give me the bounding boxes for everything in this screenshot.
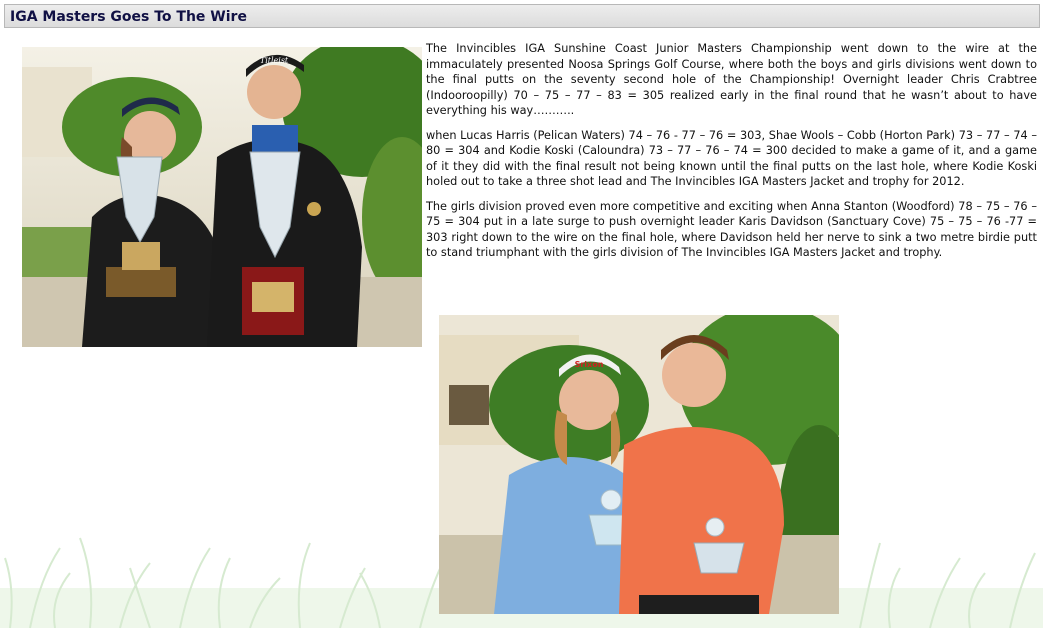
page-title: IGA Masters Goes To The Wire (10, 9, 247, 25)
first-cap-logo: Titleist (259, 56, 289, 65)
article-paragraph-3: The girls division proved even more competitive and exciting when Anna Stanton (Woodford) 78 – 75 – 76 – 75 = 304 put in a late surge to push overnight leader Karis Davidson (Sanctuary Cove) 75 – 75 – 76 -77 = 303 right down to the wire on the final hole, where Davidson held her nerve to sink a two metre birdie putt to stand triumphant with the girls division of The Invincibles IGA Masters Jacket and trophy. (426, 199, 1037, 259)
article-paragraph-2: when Lucas Harris (Pelican Waters) 74 – 76 - 77 – 76 = 303, Shae Wools – Cobb (Horton Park) 73 – 77 – 74 – 80 = 304 and Kodie Koski (Caloundra) 73 – 77 – 76 – 74 = 300 decided to make a game of it, and a game of it they did with the final result not being known until the final putts on the last hole, where Kodie Koski holed out to take a three shot lead and The Invincibles IGA Masters Jacket and trophy for 2012. (426, 128, 1037, 188)
article-paragraph-1: The Invincibles IGA Sunshine Coast Junior Masters Championship went down to the wire at the immaculately presented Noosa Springs Golf Course, where both the boys and girls divisions went down to the final putts on the seventy second hole of the Championship! Overnight leader Chris Crabtree (Indooroopilly) 70 – 75 – 77 – 83 = 305 realized early in the final round that he wasn’t about to have everything his way……….. (426, 42, 1037, 117)
page-header-bar (4, 4, 1040, 28)
second-cap-logo: Srixon (574, 360, 604, 369)
photo-2012-winners (439, 315, 839, 614)
photo-boys-girls-winners (22, 47, 422, 347)
article-body (426, 41, 1037, 270)
